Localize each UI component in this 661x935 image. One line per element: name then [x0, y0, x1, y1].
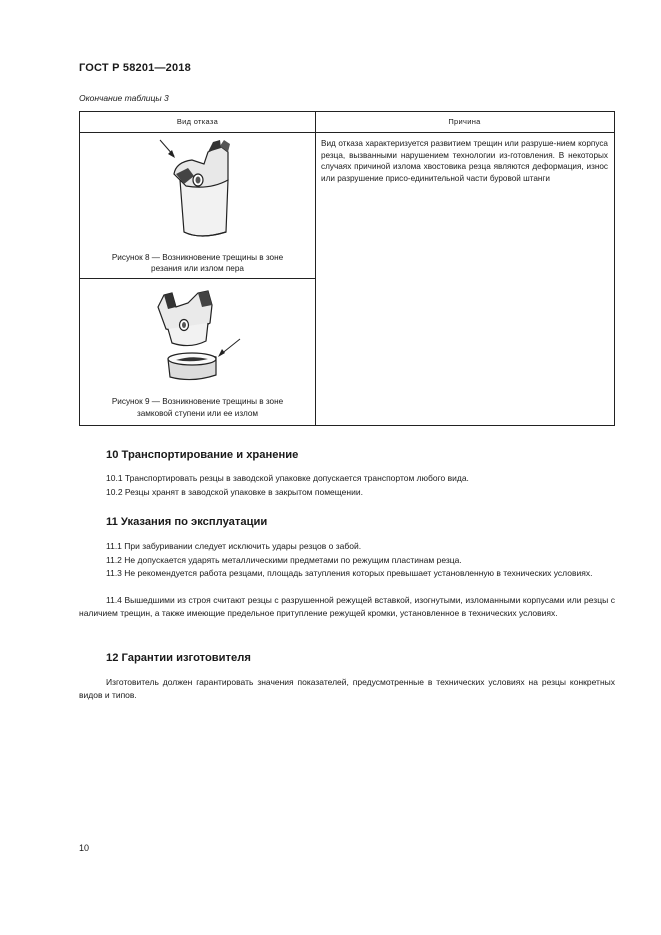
paragraph-10-2: 10.2 Резцы хранят в заводской упаковке в закрытом помещении.: [106, 487, 363, 497]
paragraph-12-1: Изготовитель должен гарантировать значения показателей, предусмотренные в технических условиях на резцы конкретных видов и типов.: [79, 677, 615, 700]
table-caption: Окончание таблицы 3: [79, 93, 169, 103]
paragraph-11-3: 11.3 Не рекомендуется работа резцами, площадь затупления которых превышает установленную в технических условиях.: [106, 568, 593, 578]
figure-9-caption-line-1: Рисунок 9 — Возникновение трещины в зоне: [111, 397, 284, 406]
paragraph-11-4: 11.4 Вышедшими из строя считают резцы с разрушенной режущей вставкой, изогнутыми, изломанными корпусами или резцы с наличием трещин, а также имеющие предельное притупление режущей кромки, установленное в технических условиях.: [79, 595, 615, 618]
page-number: 10: [79, 843, 90, 853]
figure-9-caption-line-2: замковой ступени или ее излом: [136, 409, 259, 418]
section-11-heading: 11 Указания по эксплуатации: [106, 516, 268, 528]
paragraph-10-1: 10.1 Транспортировать резцы в заводской упаковке допускается транспортом любого вида.: [106, 473, 469, 483]
cause-cell: [316, 132, 614, 424]
failure-table: [79, 111, 615, 426]
column-header-failure-type: Вид отказа: [80, 112, 316, 133]
cause-text: Вид отказа характеризуется развитием трещин или разруше-нием корпуса резца, вызванными нарушением технологии из-готовления. В некоторых случаях причиной излома хвостовика резца являются деформация, износ или разрушение присо-единительной части буровой штанги: [321, 139, 608, 183]
figure-8-caption-line-2: резания или излом пера: [151, 264, 244, 273]
figure-9-cell: [80, 279, 316, 425]
paragraph-11-1: 11.1 При забуривании следует исключить удары резцов о забой.: [106, 541, 362, 551]
document-id: ГОСТ Р 58201—2018: [79, 62, 191, 74]
column-header-cause: Причина: [315, 112, 614, 133]
section-10-heading: 10 Транспортирование и хранение: [106, 449, 299, 461]
section-12-heading: 12 Гарантии изготовителя: [106, 652, 251, 664]
figure-8-cutter-crack-drawing: [80, 132, 315, 252]
figure-9-cutter-break-drawing: [80, 279, 315, 394]
figure-8-cell: [80, 132, 316, 279]
figure-8-caption-line-1: Рисунок 8 — Возникновение трещины в зоне: [111, 253, 284, 262]
paragraph-11-2: 11.2 Не допускается ударять металлическими предметами по режущим пластинам резца.: [106, 555, 462, 565]
